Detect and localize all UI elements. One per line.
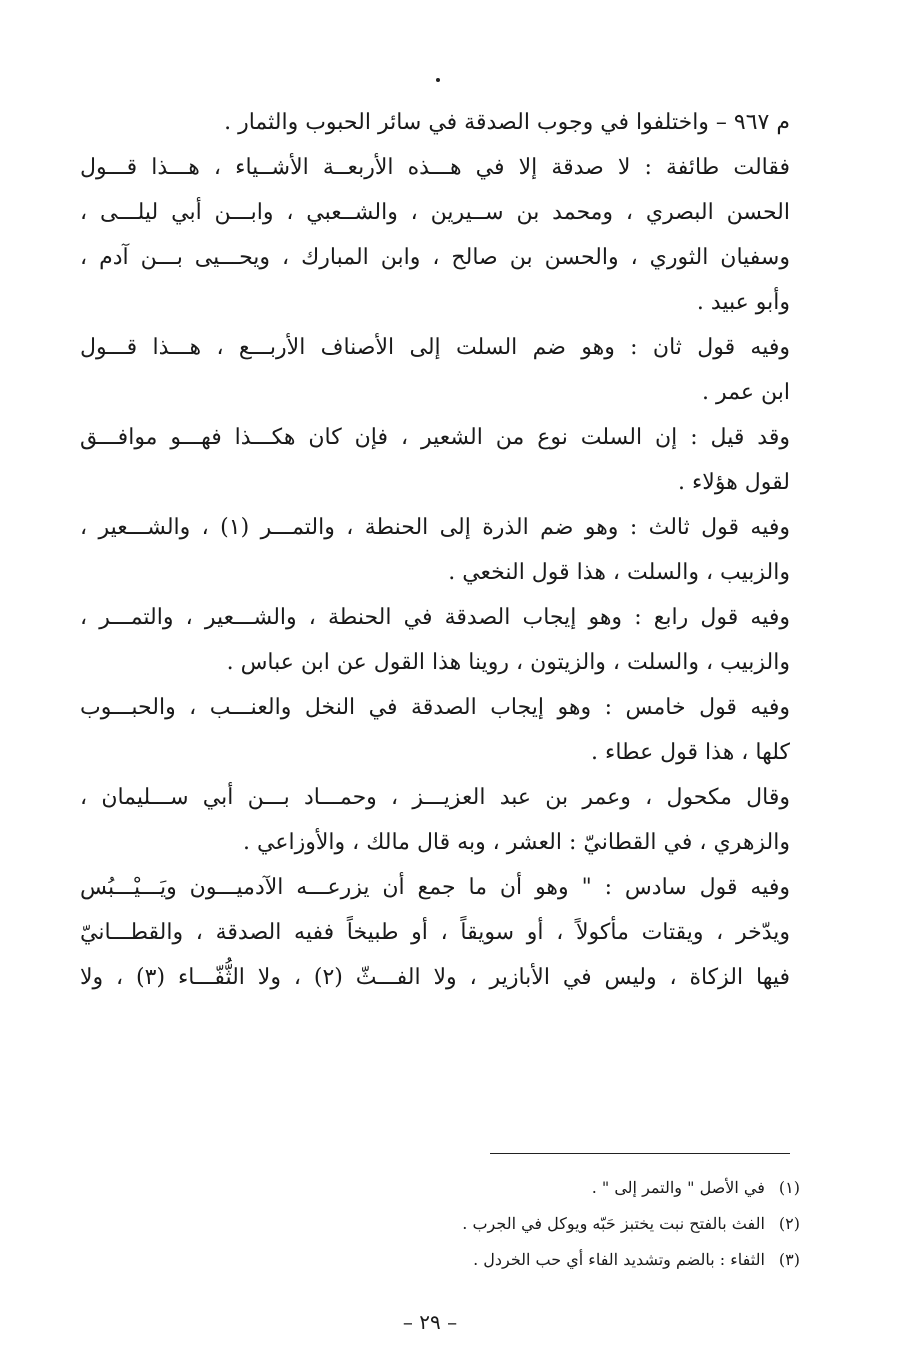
text-line: والزهري ، في القطانيّ : العشر ، وبه قال مالك ، والأوزاعي . — [243, 830, 790, 855]
text-line: وسفيان الثوري ، والحسن بن صالح ، وابن المبارك ، ويحـــيى بـــن آدم ، — [80, 245, 790, 270]
text-line: وفيه قول رابع : وهو إيجاب الصدقة في الحنطة ، والشـــعير ، والتمـــر ، — [80, 605, 790, 630]
text-line: وقد قيل : إن السلت نوع من الشعير ، فإن كان هكـــذا فهـــو موافـــق — [80, 425, 790, 450]
decorative-dot — [436, 78, 440, 82]
footnote-text: الثفاء : بالضم وتشديد الفاء أي حب الخردل . — [473, 1250, 765, 1269]
footnote-number: (٢) — [778, 1214, 800, 1233]
footnote-text: الفث بالفتح نبت يختبز حَبّه ويوكل في الجرب . — [462, 1214, 765, 1233]
footnotes — [200, 1170, 800, 1278]
text-line: فقالت طائفة : لا صدقة إلا في هـــذه الأربعــة الأشــياء ، هـــذا قـــول — [80, 155, 790, 180]
footnote-divider — [490, 1153, 790, 1154]
text-line: فيها الزكاة ، وليس في الأبازير ، ولا الفـــثّ (٢) ، ولا الثُّفّـــاء (٣) ، ولا — [80, 965, 790, 990]
text-line: الحسن البصري ، ومحمد بن ســيرين ، والشــعبي ، وابـــن أبي ليلـــى ، — [80, 200, 790, 225]
page-number: – ٢٩ – — [402, 1310, 458, 1334]
text-line: وفيه قول ثالث : وهو ضم الذرة إلى الحنطة ، والتمـــر (١) ، والشـــعير ، — [80, 515, 790, 540]
text-line: م ٩٦٧ – واختلفوا في وجوب الصدقة في سائر الحبوب والثمار . — [224, 110, 790, 135]
text-line: وأبو عبيد . — [696, 290, 790, 315]
text-line: والزبيب ، والسلت ، هذا قول النخعي . — [448, 560, 790, 585]
main-text — [80, 100, 790, 1000]
text-line: وفيه قول خامس : وهو إيجاب الصدقة في النخل والعنـــب ، والحبـــوب — [80, 695, 790, 720]
text-line: لقول هؤلاء . — [677, 470, 790, 495]
text-line: ابن عمر . — [702, 380, 790, 405]
footnote — [200, 1206, 800, 1242]
footnote — [200, 1242, 800, 1278]
text-line: وقال مكحول ، وعمر بن عبد العزيـــز ، وحمـــاد بـــن أبي ســـليمان ، — [80, 785, 790, 810]
text-line: كلها ، هذا قول عطاء . — [590, 740, 790, 765]
text-line: ويدّخر ، ويقتات مأكولاً ، أو سويقاً ، أو طبيخاً ففيه الصدقة ، والقطـــانيّ — [80, 920, 790, 945]
footnote-number: (١) — [778, 1178, 800, 1197]
text-line: وفيه قول ثان : وهو ضم السلت إلى الأصناف الأربـــع ، هـــذا قـــول — [80, 335, 790, 360]
footnote-text: في الأصل " والتمر إلى " . — [591, 1178, 765, 1197]
footnote — [200, 1170, 800, 1206]
footnote-number: (٣) — [778, 1250, 800, 1269]
text-line: وفيه قول سادس : " وهو أن ما جمع أن يزرعـــه الآدميـــون ويَـــيْـــبُس — [80, 875, 790, 900]
text-line: والزبيب ، والسلت ، والزيتون ، روينا هذا القول عن ابن عباس . — [226, 650, 790, 675]
